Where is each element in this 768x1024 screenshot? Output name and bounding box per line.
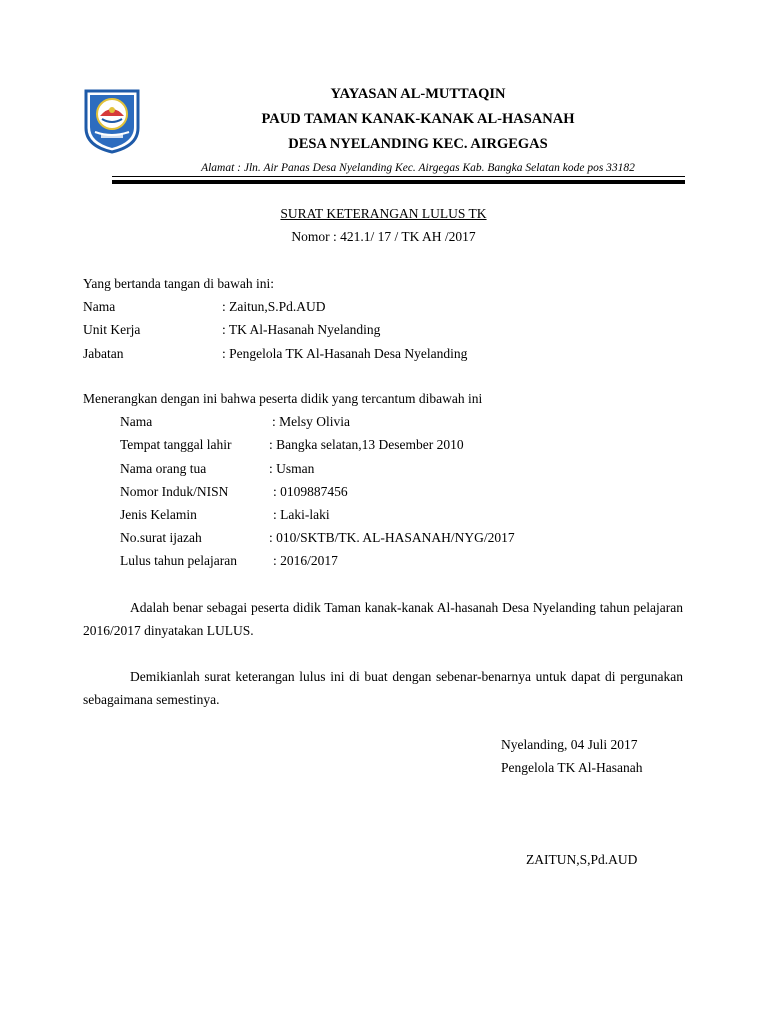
signatory-label-position: Jabatan bbox=[83, 346, 124, 361]
signatory-label-unit: Unit Kerja bbox=[83, 322, 141, 337]
document-title: SURAT KETERANGAN LULUS TK bbox=[280, 206, 487, 221]
signatory-value-position: : Pengelola TK Al-Hasanah Desa Nyelanding bbox=[222, 346, 468, 361]
signatory-title: Pengelola TK Al-Hasanah bbox=[501, 760, 643, 775]
header-rule-thick bbox=[112, 180, 685, 184]
signatory-label-name: Nama bbox=[83, 299, 116, 314]
school-name: PAUD TAMAN KANAK-KANAK AL-HASANAH bbox=[261, 111, 575, 127]
village-district: DESA NYELANDING KEC. AIRGEGAS bbox=[288, 136, 548, 152]
closing-paragraph: Demikianlah surat keterangan lulus ini di buat dengan sebenar-benarnya untuk dapat di pergunakan sebagaimana semestinya. bbox=[83, 669, 683, 707]
place-date: Nyelanding, 04 Juli 2017 bbox=[501, 737, 638, 752]
student-value-parent: : Usman bbox=[269, 461, 315, 476]
student-label-year: Lulus tahun pelajaran bbox=[120, 553, 237, 568]
student-label-name: Nama bbox=[120, 414, 153, 429]
student-intro: Menerangkan dengan ini bahwa peserta didik yang tercantum dibawah ini bbox=[83, 391, 483, 406]
student-label-nisn: Nomor Induk/NISN bbox=[120, 484, 229, 499]
signatory-value-unit: : TK Al-Hasanah Nyelanding bbox=[222, 322, 381, 337]
signatory-intro: Yang bertanda tangan di bawah ini: bbox=[83, 276, 274, 291]
statement-paragraph: Adalah benar sebagai peserta didik Taman kanak-kanak Al-hasanah Desa Nyelanding tahun pelajaran 2016/2017 dinyatakan LULUS. bbox=[83, 600, 683, 638]
student-value-birth: : Bangka selatan,13 Desember 2010 bbox=[269, 437, 464, 452]
student-value-nisn: : 0109887456 bbox=[273, 484, 348, 499]
student-label-gender: Jenis Kelamin bbox=[120, 507, 197, 522]
student-value-certificate: : 010/SKTB/TK. AL-HASANAH/NYG/2017 bbox=[269, 530, 515, 545]
foundation-name: YAYASAN AL-MUTTAQIN bbox=[330, 86, 506, 102]
student-label-birth: Tempat tanggal lahir bbox=[120, 437, 232, 452]
address-line: Alamat : Jln. Air Panas Desa Nyelanding Kec. Airgegas Kab. Bangka Selatan kode pos 33182 bbox=[201, 162, 635, 174]
student-label-certificate: No.surat ijazah bbox=[120, 530, 202, 545]
header-rule-thin bbox=[112, 176, 685, 177]
student-value-name: : Melsy Olivia bbox=[272, 414, 350, 429]
student-label-parent: Nama orang tua bbox=[120, 461, 207, 476]
student-value-year: : 2016/2017 bbox=[273, 553, 338, 568]
document-number: Nomor : 421.1/ 17 / TK AH /2017 bbox=[291, 229, 476, 244]
signatory-value-name: : Zaitun,S.Pd.AUD bbox=[222, 299, 326, 314]
signatory-name: ZAITUN,S,Pd.AUD bbox=[526, 852, 638, 867]
student-value-gender: : Laki-laki bbox=[273, 507, 330, 522]
